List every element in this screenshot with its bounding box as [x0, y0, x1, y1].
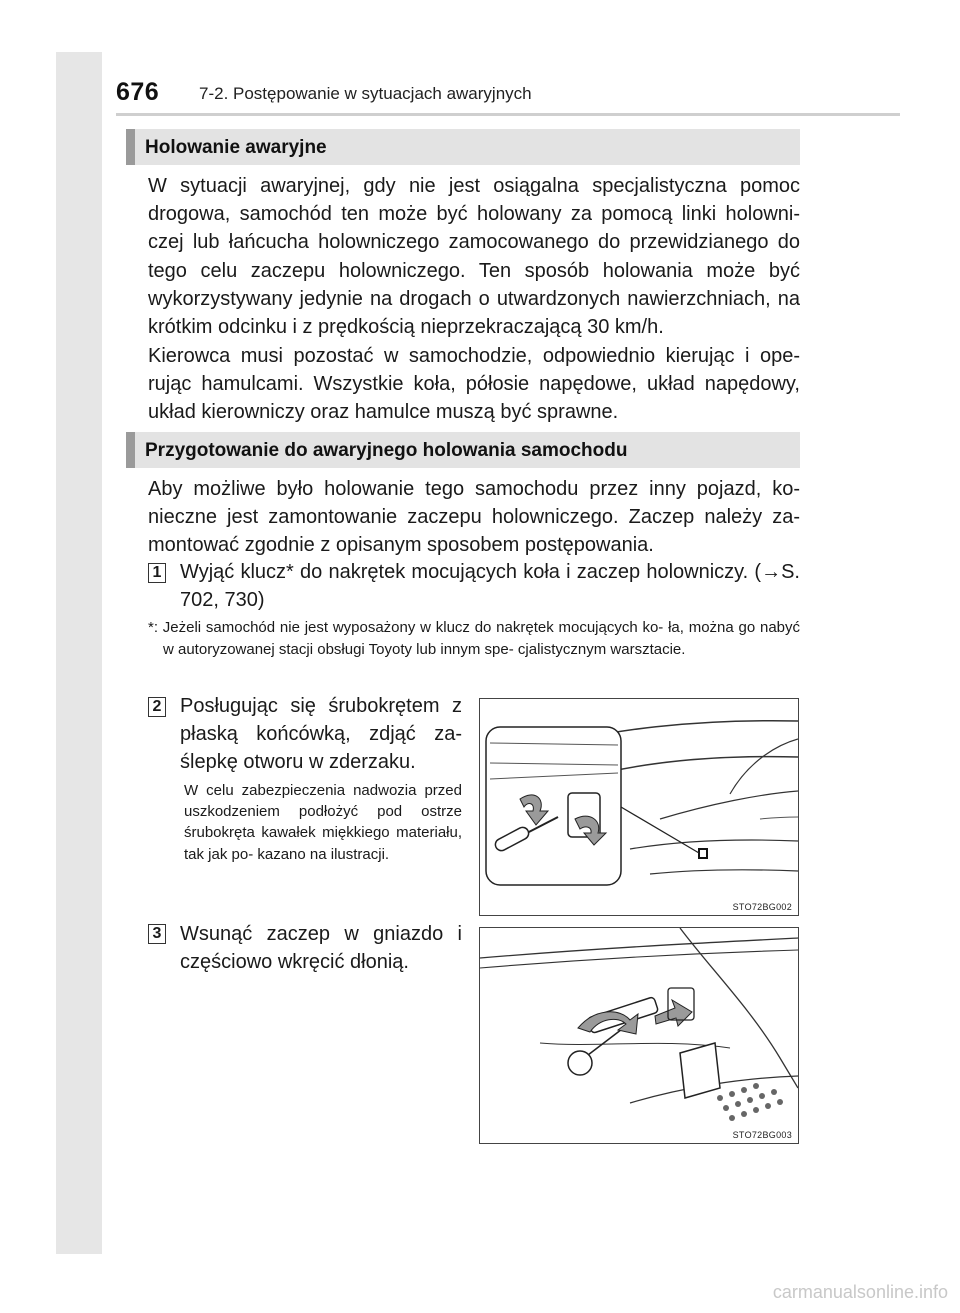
section-heading-preparation: [126, 432, 800, 468]
step-2-note: W celu zabezpieczenia nadwozia przed uszkodzeniem podłożyć pod ostrze śrubokręta kawałek miękkiego materiału, tak jak po- kazano na ilustracji.: [184, 782, 462, 863]
section-heading-text: Holowanie awaryjne: [145, 137, 327, 158]
page-sidebar: [56, 52, 102, 1254]
section-heading-emergency-towing: [126, 129, 800, 165]
step-text-2: Posługując się śrubokrętem z płaską końcówką, zdjąć za- ślepkę otworu w zderzaku.: [180, 695, 462, 773]
step-number-1: 1: [148, 563, 166, 583]
figure-id-1: STO72BG002: [732, 902, 792, 912]
step-number-3: 3: [148, 924, 166, 944]
paragraph-driver-requirements: Kierowca musi pozostać w samochodzie, odpowiednio kierując i ope- rując hamulcami. Wszystkie koła, półosie napędowe, układ napędowy, układ kierowniczy oraz hamulce muszą być sprawne.: [148, 345, 800, 424]
page-number: 676: [116, 78, 160, 106]
step-text-3: Wsunąć zaczep w gniazdo i częściowo wkręcić dłonią.: [180, 923, 462, 973]
watermark: carmanualsonline.info: [772, 1282, 948, 1302]
chapter-title: 7-2. Postępowanie w sytuacjach awaryjnych: [199, 84, 532, 103]
tow-hook-illustration: [480, 928, 798, 1143]
paragraph-preparation-intro: Aby możliwe było holowanie tego samochodu przez inny pojazd, ko- nieczne jest zamontowanie zaczepu holowniczego. Zaczep należy za- montować zgodnie z opisanym sposobem postępowania.: [148, 478, 800, 557]
footnote: *: Jeżeli samochód nie jest wyposażony w klucz do nakrętek mocujących ko- ła, można go nabyć w autoryzowanej stacji obsługi Toyoty lub innym spe- cjalistycznym warsztacie.: [148, 619, 800, 658]
bumper-cover-illustration: [480, 699, 798, 915]
header-rule: [116, 113, 900, 116]
step-text-1: Wyjąć klucz* do nakrętek mocujących koła i zaczep holowniczy. (→S. 702, 730): [180, 561, 800, 611]
step-number-2: 2: [148, 697, 166, 717]
figure-remove-bumper-cover: [479, 698, 799, 916]
figure-insert-tow-hook: [479, 927, 799, 1144]
paragraph-emergency-towing: W sytuacji awaryjnej, gdy nie jest osiągalna specjalistyczna pomoc drogowa, samochód ten może być holowany za pomocą linki holowni- czej lub łańcucha holowniczego zamocowanego do przewidzianego do tego celu zaczepu holowniczego. Ten sposób holowania może być wykorzystywany jedynie na drogach o utwardzonych nawierzchniach, na krótkim odcinku i z prędkością nieprzekraczającą 30 km/h.: [148, 175, 800, 339]
figure-id-2: STO72BG003: [732, 1130, 792, 1140]
section-heading-text: Przygotowanie do awaryjnego holowania samochodu: [145, 440, 628, 461]
